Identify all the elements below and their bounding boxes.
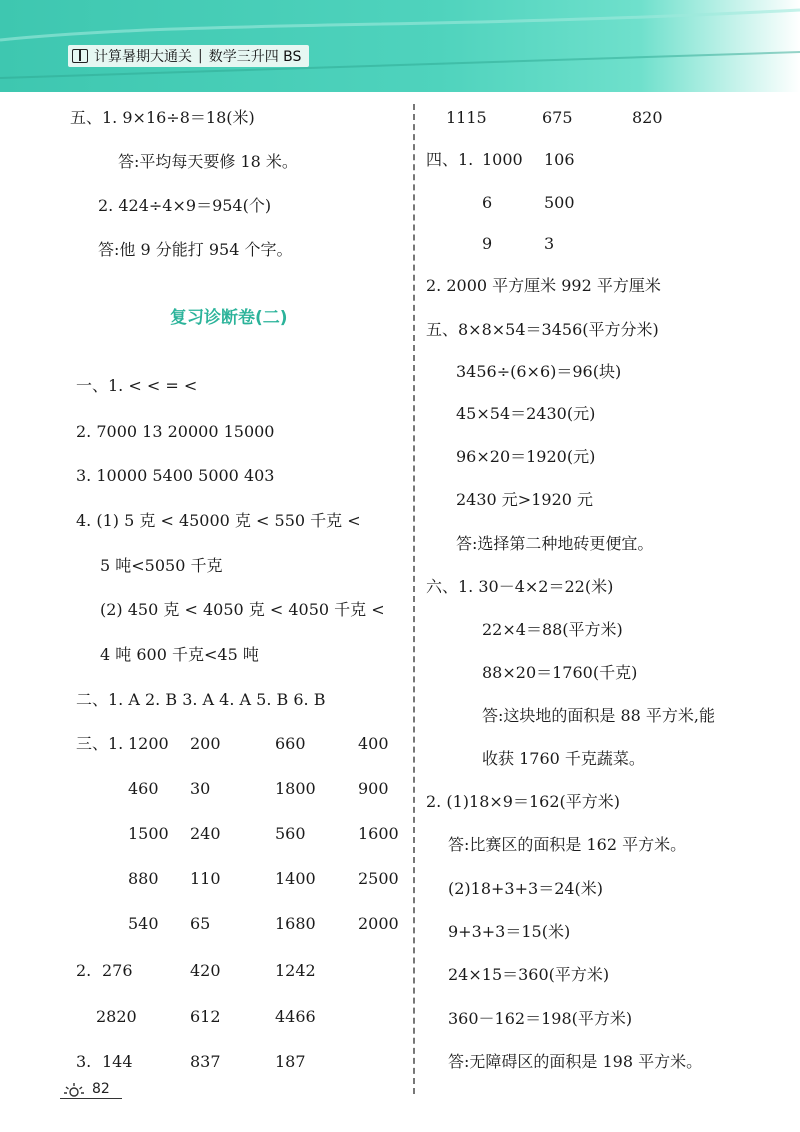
- right-line-16: 9+3+3＝15(米): [448, 922, 571, 941]
- table3-cell: 1200: [128, 734, 169, 753]
- table3-cell: 880: [128, 869, 159, 888]
- table2-cell: 1242: [275, 961, 316, 980]
- right-four-cell: 3: [544, 234, 555, 253]
- table3b-cell: 187: [275, 1052, 306, 1071]
- left-line-12: 二、1. A 2. B 3. A 4. A 5. B 6. B: [76, 690, 326, 709]
- table2-cell: 612: [190, 1007, 221, 1026]
- left-line-11: 4 吨 600 千克<45 吨: [100, 645, 259, 664]
- table3-cell: 30: [190, 779, 211, 798]
- book-icon: [72, 49, 88, 63]
- header-title-box: [68, 45, 309, 67]
- page-number: 82: [92, 1081, 110, 1097]
- table3-cell: 2500: [358, 869, 399, 888]
- table2-cell: 276: [102, 961, 133, 980]
- right-line-2: 五、8×8×54＝3456(平方分米): [426, 320, 659, 339]
- table2-label: 2.: [76, 961, 92, 980]
- right-four-cell: 1000: [482, 150, 523, 169]
- left-line-6: 2. 7000 13 20000 15000: [76, 422, 275, 441]
- page-footer: [62, 1080, 110, 1098]
- right-line-1: 2. 2000 平方厘米 992 平方厘米: [426, 276, 661, 295]
- right-line-19: 答:无障碍区的面积是 198 平方米。: [448, 1052, 703, 1071]
- left-line-8: 4. (1) 5 克 < 45000 克 < 550 千克 <: [76, 511, 361, 530]
- table3-cell: 1500: [128, 824, 169, 843]
- table3-cell: 660: [275, 734, 306, 753]
- table3-cell: 2000: [358, 914, 399, 933]
- table3-cell: 560: [275, 824, 306, 843]
- table3b-label: 3.: [76, 1052, 92, 1071]
- right-four-label: 四、1.: [426, 150, 474, 169]
- title-separator: |: [198, 48, 203, 64]
- table3-cell: 1400: [275, 869, 316, 888]
- left-line-3: 2. 424÷4×9＝954(个): [98, 196, 272, 215]
- right-line-15: (2)18+3+3＝24(米): [448, 879, 604, 898]
- section-title: 复习诊断卷(二): [170, 308, 288, 328]
- right-line-5: 96×20＝1920(元): [456, 447, 596, 466]
- left-line-5: 一、1. < < = <: [76, 376, 198, 395]
- table3-cell: 540: [128, 914, 159, 933]
- table3-cell: 460: [128, 779, 159, 798]
- table3-cell: 1600: [358, 824, 399, 843]
- right-line-9: 22×4＝88(平方米): [482, 620, 623, 639]
- right-line-8: 六、1. 30－4×2＝22(米): [426, 577, 614, 596]
- left-line-2: 答:平均每天要修 18 米。: [118, 152, 298, 171]
- right-line-12: 收获 1760 千克蔬菜。: [482, 749, 645, 768]
- table3-cell: 1680: [275, 914, 316, 933]
- table3-cell: 65: [190, 914, 211, 933]
- right-line-3: 3456÷(6×6)＝96(块): [456, 362, 622, 381]
- right-line-6: 2430 元>1920 元: [456, 490, 594, 509]
- right-line-7: 答:选择第二种地砖更便宜。: [456, 534, 654, 553]
- right-four-cell: 106: [544, 150, 575, 169]
- table3-cell: 200: [190, 734, 221, 753]
- right-four-cell: 6: [482, 193, 493, 212]
- header-banner: [0, 0, 800, 92]
- right-top-cell: 1115: [446, 108, 487, 127]
- table3b-cell: 837: [190, 1052, 221, 1071]
- table3-cell: 110: [190, 869, 221, 888]
- sun-icon: [62, 1080, 86, 1098]
- right-line-4: 45×54＝2430(元): [456, 404, 596, 423]
- right-four-cell: 9: [482, 234, 493, 253]
- right-top-cell: 820: [632, 108, 663, 127]
- left-line-4: 答:他 9 分能打 954 个字。: [98, 240, 293, 259]
- right-line-18: 360－162＝198(平方米): [448, 1009, 633, 1028]
- right-top-cell: 675: [542, 108, 573, 127]
- book-title: 计算暑期大通关: [94, 49, 192, 65]
- footer-underline: [60, 1098, 122, 1099]
- right-line-13: 2. (1)18×9＝162(平方米): [426, 792, 620, 811]
- table3-cell: 900: [358, 779, 389, 798]
- table2-cell: 4466: [275, 1007, 316, 1026]
- left-line-10: (2) 450 克 < 4050 克 < 4050 千克 <: [100, 600, 385, 619]
- right-four-cell: 500: [544, 193, 575, 212]
- left-line-7: 3. 10000 5400 5000 403: [76, 466, 275, 485]
- book-subtitle: 数学三升四 BS: [208, 49, 302, 65]
- table3-cell: 1800: [275, 779, 316, 798]
- right-line-11: 答:这块地的面积是 88 平方米,能: [482, 706, 716, 725]
- right-line-17: 24×15＝360(平方米): [448, 965, 610, 984]
- right-line-14: 答:比赛区的面积是 162 平方米。: [448, 835, 687, 854]
- table3b-cell: 144: [102, 1052, 133, 1071]
- table2-cell: 420: [190, 961, 221, 980]
- right-line-10: 88×20＝1760(千克): [482, 663, 638, 682]
- left-line-1: 五、1. 9×16÷8＝18(米): [70, 108, 255, 127]
- table2-cell: 2820: [96, 1007, 137, 1026]
- table3-label: 三、1.: [76, 734, 124, 753]
- column-divider: [413, 104, 415, 1094]
- table3-cell: 400: [358, 734, 389, 753]
- table3-cell: 240: [190, 824, 221, 843]
- left-line-9: 5 吨<5050 千克: [100, 556, 223, 575]
